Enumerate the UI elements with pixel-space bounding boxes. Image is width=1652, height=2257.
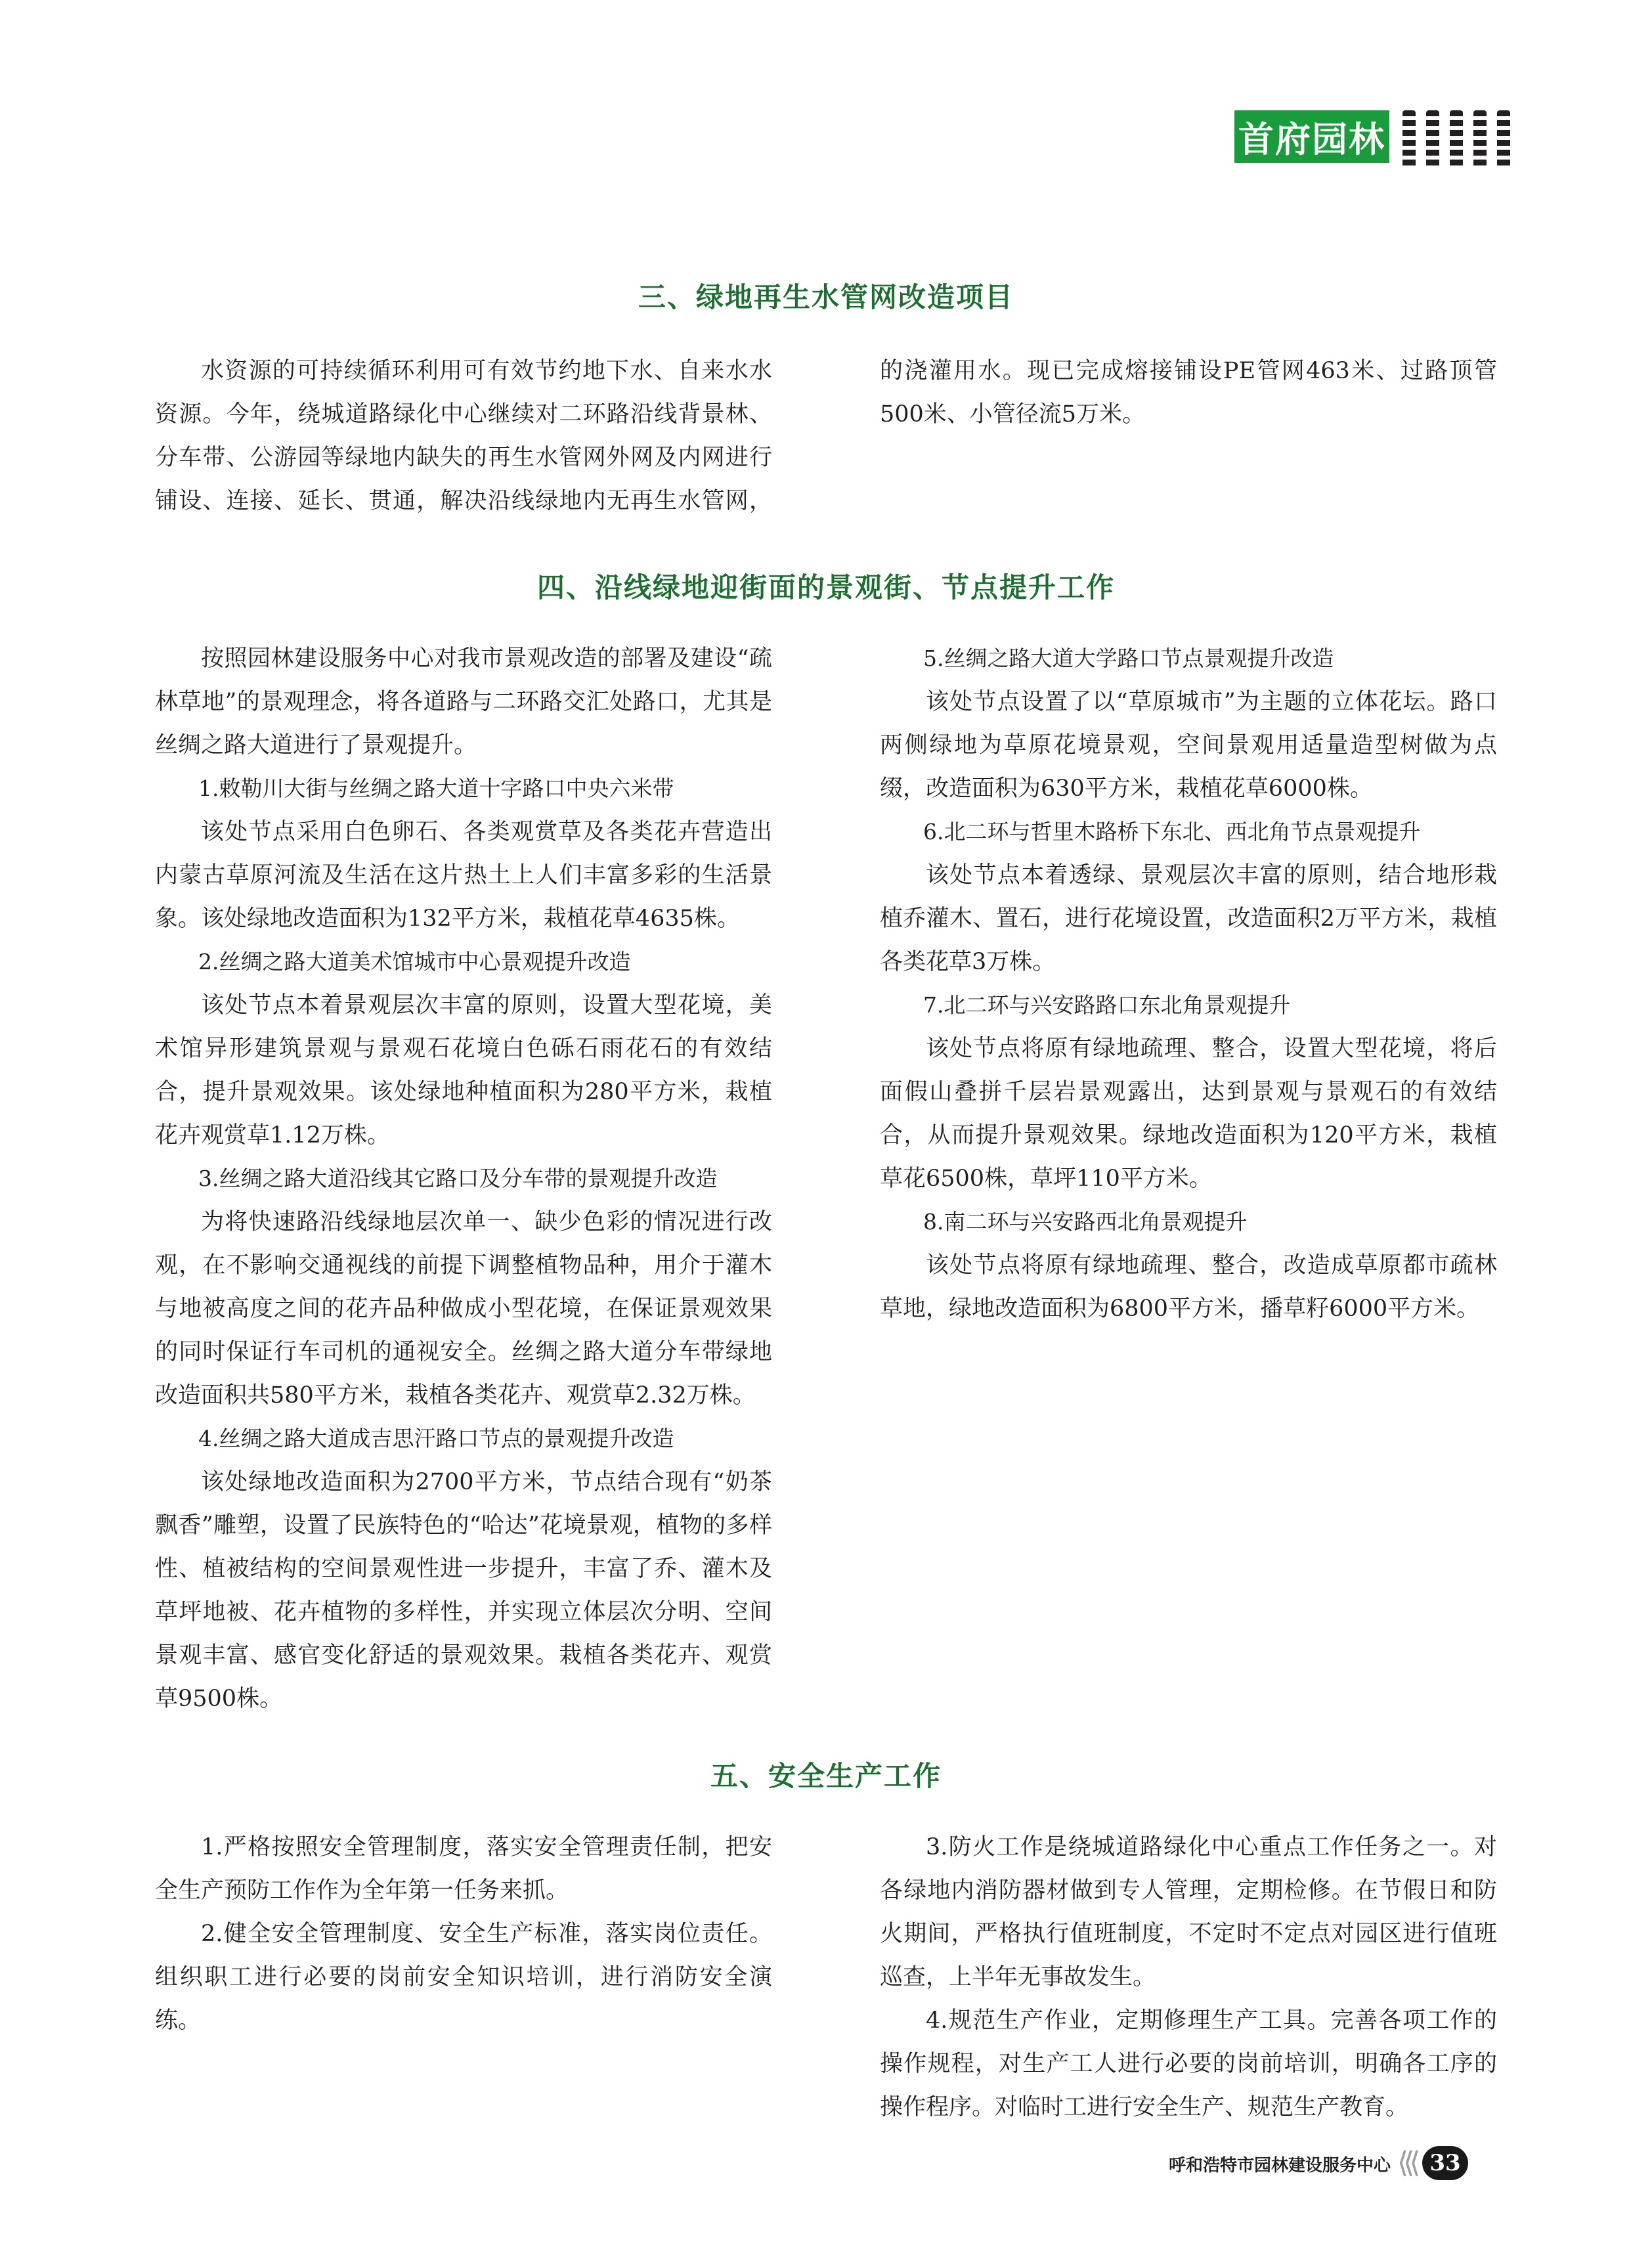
section-3-title: 三、绿地再生水管网改造项目 [638,281,1014,313]
section-5-left-column [155,1826,772,2042]
safety-item-3: 3.防火工作是绕城道路绿化中心重点工作任务之一。对各绿地内消防器材做到专人管理，定期检修。在节假日和防火期间，严格执行值班制度，不定时不定点对园区进行值班巡查，上半年无事故发生。 [880,1834,1497,1990]
page-number: 33 [1429,2150,1461,2176]
magazine-logo [1234,110,1389,163]
mongolian-script-glyph [1426,110,1439,169]
item-2-body: 该处节点本着景观层次丰富的原则，设置大型花境，美术馆异形建筑景观与景观石花境白色砾石雨花石的有效结合，提升景观效果。该处绿地种植面积为280平方米，栽植花卉观赏草1.12万株。 [155,992,772,1149]
item-5-body: 该处节点设置了以“草原城市”为主题的立体花坛。路口两侧绿地为草原花境景观，空间景观用适量造型树做为点缀，改造面积为630平方米，栽植花草6000株。 [880,689,1497,802]
section-4-title: 四、沿线绿地迎街面的景观街、节点提升工作 [536,571,1115,603]
logo-text: 首府园林 [1238,118,1385,160]
item-1-body: 该处节点采用白色卵石、各类观赏草及各类花卉营造出内蒙古草原河流及生活在这片热土上人们丰富多彩的生活景象。该处绿地改造面积为132平方米，栽植花草4635株。 [155,819,772,932]
section-3-left-column [155,349,772,527]
item-6-body: 该处节点本着透绿、景观层次丰富的原则，结合地形栽植乔灌木、置石，进行花境设置，改造面积2万平方米，栽植各类花草3万株。 [880,862,1497,975]
mongolian-script-glyph [1497,110,1510,169]
item-8-heading: 8.南二环与兴安路西北角景观提升 [923,1209,1248,1235]
section-5-right-column [880,1826,1497,2129]
page-number-badge [1422,2146,1468,2180]
mongolian-script-glyph [1402,110,1416,169]
chevrons-decoration: ⟨⟨⟨ [1397,2146,1416,2180]
item-4-heading: 4.丝绸之路大道成吉思汗路口节点的景观提升改造 [198,1426,674,1451]
item-7-body: 该处节点将原有绿地疏理、整合，设置大型花境，将后面假山叠拼千层岩景观露出，达到景观与景观石的有效结合，从而提升景观效果。绿地改造面积为120平方米，栽植草花6500株，草坪110平方米。 [880,1036,1497,1192]
item-4-body: 该处绿地改造面积为2700平方米，节点结合现有“奶茶飘香”雕塑，设置了民族特色的“哈达”花境景观，植物的多样性、植被结构的空间景观性进一步提升，丰富了乔、灌木及草坪地被、花卉植物的多样性，并实现立体层次分明、空间景观丰富、感官变化舒适的景观效果。栽植各类花卉、观赏草9500株。 [155,1469,772,1712]
item-8-body: 该处节点将原有绿地疏理、整合，改造成草原都市疏林草地，绿地改造面积为6800平方米，播草籽6000平方米。 [880,1252,1497,1322]
item-2-heading: 2.丝绸之路大道美术馆城市中心景观提升改造 [198,949,631,975]
section-5-title: 五、安全生产工作 [710,1760,942,1792]
section-4-intro: 按照园林建设服务中心对我市景观改造的部署及建设“疏林草地”的景观理念，将各道路与二环路交汇处路口，尤其是丝绸之路大道进行了景观提升。 [155,646,772,758]
item-6-heading: 6.北二环与哲里木路桥下东北、西北角节点景观提升 [923,819,1421,844]
item-3-heading: 3.丝绸之路大道沿线其它路口及分车带的景观提升改造 [198,1166,718,1191]
safety-item-2: 2.健全安全管理制度、安全生产标准，落实岗位责任。组织职工进行必要的岗前安全知识培训，进行消防安全演练。 [155,1921,772,2034]
safety-item-1: 1.严格按照安全管理制度，落实安全管理责任制，把安全生产预防工作作为全年第一任务来抓。 [155,1834,772,1904]
section-3-paragraph-continued: 的浇灌用水。现已完成熔接铺设PE管网463米、过路顶管500米、小管径流5万米。 [880,358,1497,427]
footer-organization: 呼和浩特市园林建设服务中心 [1168,2156,1391,2176]
item-1-heading: 1.敕勒川大街与丝绸之路大道十字路口中央六米带 [198,776,674,801]
mongolian-script-glyph [1450,110,1463,169]
mongolian-script-glyph [1473,110,1487,169]
section-4-right-column [880,637,1497,1330]
section-4-left-column [155,637,772,1720]
item-3-body: 为将快速路沿线绿地层次单一、缺少色彩的情况进行改观，在不影响交通视线的前提下调整植物品种，用介于灌木与地被高度之间的花卉品种做成小型花境，在保证景观效果的同时保证行车司机的通视安全。丝绸之路大道分车带绿地改造面积共580平方米，栽植各类花卉、观赏草2.32万株。 [155,1209,772,1409]
section-3-right-column [880,349,1497,527]
item-7-heading: 7.北二环与兴安路路口东北角景观提升 [923,992,1291,1018]
item-5-heading: 5.丝绸之路大道大学路口节点景观提升改造 [923,646,1334,671]
section-3-paragraph: 水资源的可持续循环利用可有效节约地下水、自来水水资源。今年，绕城道路绿化中心继续对二环路沿线背景林、分车带、公游园等绿地内缺失的再生水管网外网及内网进行铺设、连接、延长、贯通，解决沿线绿地内无再生水管网， [155,358,772,514]
safety-item-4: 4.规范生产作业，定期修理生产工具。完善各项工作的操作规程，对生产工人进行必要的岗前培训，明确各工序的操作程序。对临时工进行安全生产、规范生产教育。 [880,2007,1497,2120]
